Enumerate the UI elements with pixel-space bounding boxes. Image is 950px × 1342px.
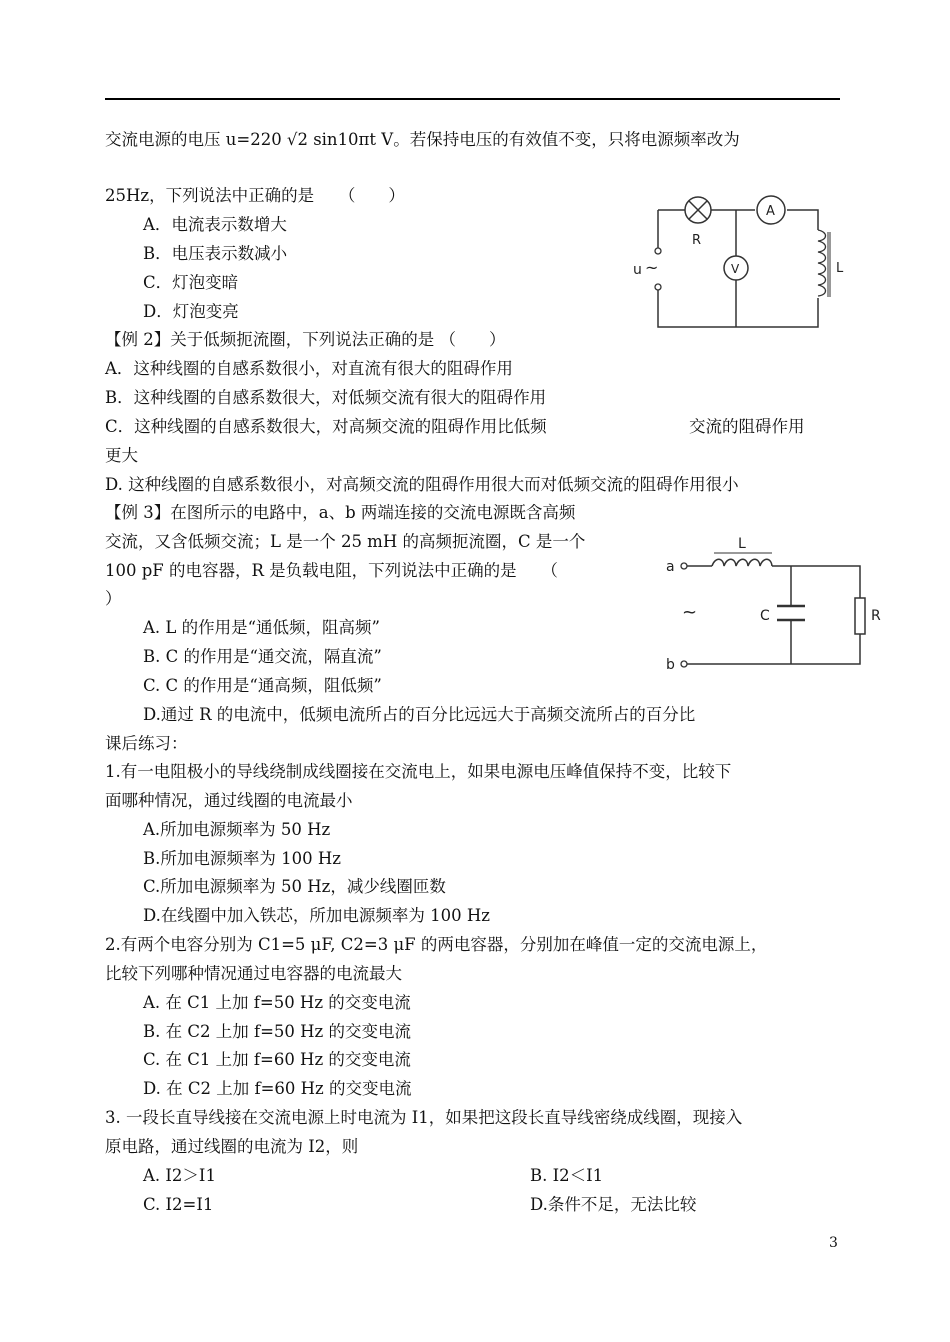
option-line: B.所加电源频率为 100 Hz [143, 849, 341, 868]
option-line: A.所加电源频率为 50 Hz [143, 820, 331, 839]
text-line: 原电路，通过线圈的电流为 I2，则 [105, 1137, 359, 1156]
label-r: R [692, 233, 702, 248]
option-line: C. I2=I1 [143, 1195, 214, 1214]
option-line: C．灯泡变暗 [143, 273, 239, 292]
text-line: 25Hz，下列说法中正确的是 （ ） [105, 186, 405, 205]
page-number: 3 [829, 1235, 838, 1251]
option-line: D.在线圈中加入铁芯，所加电源频率为 100 Hz [143, 906, 490, 925]
option-line: C. 在 C1 上加 f=60 Hz 的交变电流 [143, 1050, 411, 1069]
option-line: A. I2＞I1 [143, 1166, 216, 1185]
circuit-figure-1 [625, 190, 844, 335]
option-line: C.所加电源频率为 50 Hz，减少线圈匝数 [143, 877, 446, 896]
option-line: D. 这种线圈的自感系数很小，对高频交流的阻碍作用很大而对低频交流的阻碍作用很小 [105, 475, 739, 494]
text-line: ） [105, 589, 122, 608]
label-c: C [760, 608, 770, 624]
option-line: B. 在 C2 上加 f=50 Hz 的交变电流 [143, 1022, 411, 1041]
option-line: A. 在 C1 上加 f=50 Hz 的交变电流 [143, 993, 411, 1012]
text-line: 2.有两个电容分别为 C1=5 μF, C2=3 μF 的两电容器，分别加在峰值一定的交流电源上， [105, 935, 768, 954]
text-line: 比较下列哪种情况通过电容器的电流最大 [105, 964, 402, 983]
option-line: B．电压表示数减小 [143, 244, 288, 263]
option-line: D.条件不足，无法比较 [530, 1195, 697, 1214]
label-ac-symbol: ~ [645, 258, 659, 277]
option-line-tail: 交流的阻碍作用 [689, 417, 805, 436]
text-line: 3. 一段长直导线接在交流电源上时电流为 I1，如果把这段长直导线密绕成线圈，现接入 [105, 1108, 743, 1127]
option-line: D．灯泡变亮 [143, 302, 239, 321]
option-line: C. C 的作用是“通高频，阻低频” [143, 676, 382, 695]
option-line: A. L 的作用是“通低频，阻高频” [143, 618, 380, 637]
text-line: 【例 2】关于低频扼流圈，下列说法正确的是 （ ） [105, 330, 506, 349]
option-line: D.通过 R 的电流中，低频电流所占的百分比远远大于高频交流所占的百分比 [143, 705, 696, 724]
section-heading: 课后练习： [105, 734, 188, 753]
label-l: L [738, 536, 746, 552]
option-line: A．电流表示数增大 [143, 215, 287, 234]
label-l: L [836, 261, 844, 276]
text-line: 面哪种情况，通过线圈的电流最小 [105, 791, 353, 810]
option-line: B．这种线圈的自感系数很大，对低频交流有很大的阻碍作用 [105, 388, 547, 407]
label-r: R [871, 608, 881, 624]
label-u: u [633, 262, 642, 278]
text-line: 100 pF 的电容器，R 是负载电阻，下列说法中正确的是 （ [105, 561, 558, 580]
label-b: b [666, 657, 675, 673]
text-line: 1.有一电阻极小的导线绕制成线圈接在交流电上，如果电源电压峰值保持不变，比较下 [105, 762, 732, 781]
option-line: A．这种线圈的自感系数很小，对直流有很大的阻碍作用 [105, 359, 513, 378]
option-line: D. 在 C2 上加 f=60 Hz 的交变电流 [143, 1079, 412, 1098]
circuit-figure-2 [660, 530, 890, 675]
label-ac-symbol: ~ [682, 602, 698, 623]
option-line: B. I2＜I1 [530, 1166, 604, 1185]
header-rule [105, 98, 840, 100]
option-line: 更大 [105, 446, 138, 465]
label-ammeter: A [766, 204, 775, 219]
text-line: 【例 3】在图所示的电路中，a、b 两端连接的交流电源既含高频 [105, 503, 576, 522]
label-voltmeter: V [731, 262, 740, 276]
text-line: 交流电源的电压 u=220 √2 sin10πt V。若保持电压的有效值不变，只将电源频率改为 [105, 130, 740, 149]
label-a: a [666, 559, 675, 575]
option-line: C．这种线圈的自感系数很大，对高频交流的阻碍作用比低频 [105, 417, 547, 436]
option-line: B. C 的作用是“通交流，隔直流” [143, 647, 382, 666]
text-line: 交流，又含低频交流；L 是一个 25 mH 的高频扼流圈，C 是一个 [105, 532, 586, 551]
